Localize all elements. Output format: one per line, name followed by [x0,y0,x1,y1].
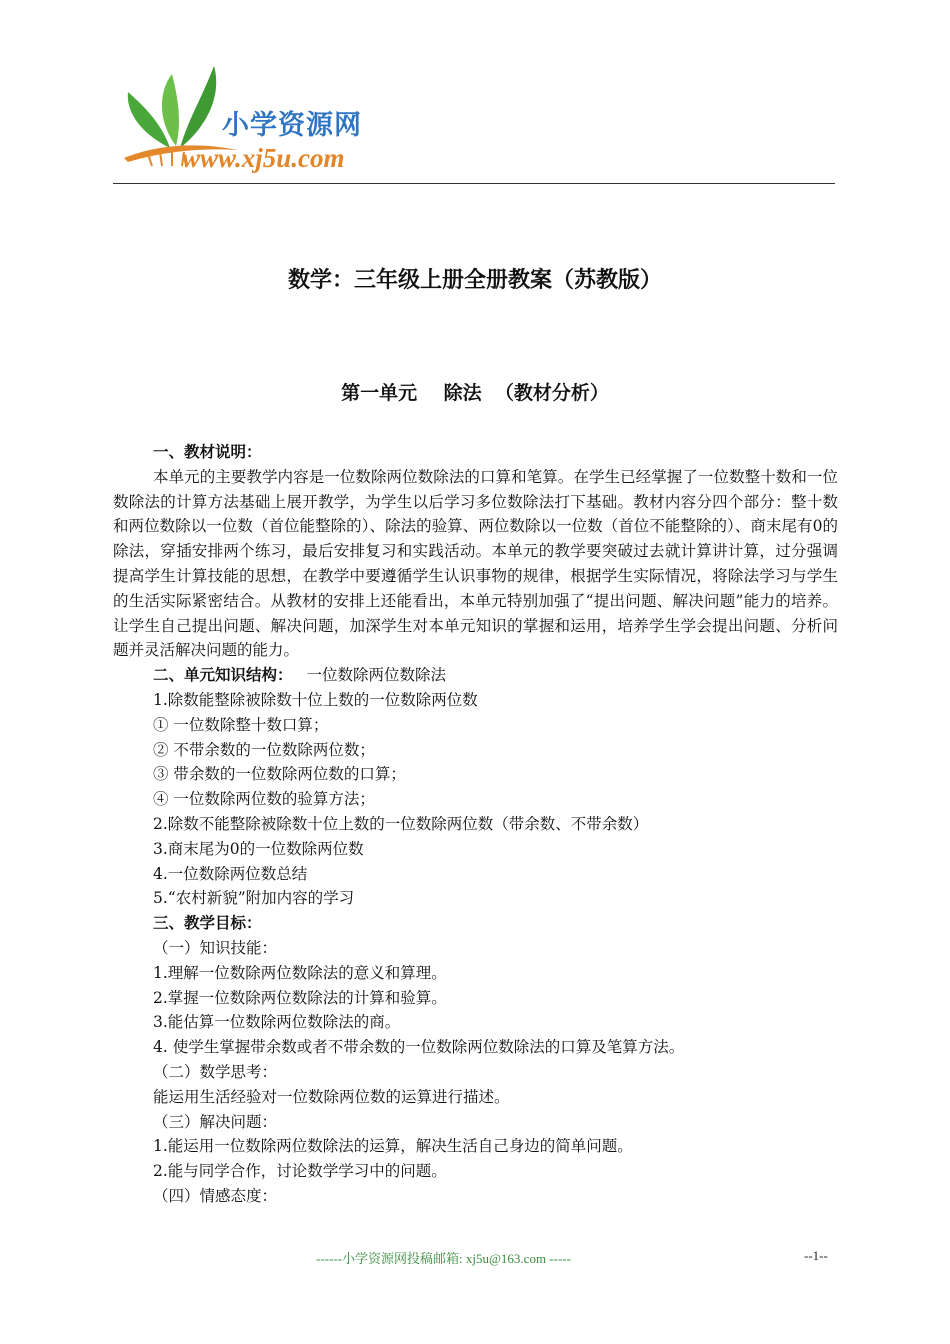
section-heading [113,663,838,688]
logo-url[interactable]: www.xj5u.com [182,143,345,173]
list-item: （一）知识技能： [153,938,278,957]
list-item: （三）解决问题： [153,1112,278,1131]
list-item: （二）数学思考： [153,1062,278,1081]
logo-text-cn: 小学资源网 [222,110,362,141]
list-item: 4. 使学生掌握带余数或者不带余数的一位数除两位数除法的口算及笔算方法。 [153,1038,685,1057]
logo-leaf-right [180,66,216,148]
list-item: ① 一位数除整十数口算； [153,715,329,734]
list-item: ③ 带余数的一位数除两位数的口算； [153,765,406,784]
footer-contact: ------小学资源网投稿邮箱: xj5u@163.com ----- [316,1251,571,1266]
list-item: 1.理解一位数除两位数除法的意义和算理。 [153,963,447,982]
unit-title: 第一单元 除法 （教材分析） [341,382,609,404]
list-item: 1.能运用一位数除两位数除法的运算，解决生活自己身边的简单问题。 [153,1137,633,1156]
list-item: 3.商末尾为0的一位数除两位数 [153,839,364,858]
page-number: --1-- [804,1248,828,1263]
section-heading: 三、教学目标： [153,913,262,933]
list-item: 1.除数能整除被除数十位上数的一位数除两位数 [153,690,478,709]
list-item: 2.掌握一位数除两位数除法的计算和验算。 [153,988,447,1007]
list-item: 能运用生活经验对一位数除两位数的运算进行描述。 [153,1087,510,1106]
list-item: ② 不带余数的一位数除两位数； [153,740,375,759]
section-paragraph [113,465,838,663]
document-title: 数学：三年级上册全册教案（苏教版） [287,267,662,293]
section-heading-text: 二、单元知识结构： [153,665,293,685]
list-item: 5.“农村新貌”附加内容的学习 [153,889,355,908]
list-item: 3.能估算一位数除两位数除法的商。 [153,1013,401,1032]
document-body [113,440,838,1209]
list-item: （四）情感态度： [153,1186,278,1205]
list-item: 4.一位数除两位数总结 [153,864,308,883]
list-item: 2.除数不能整除被除数十位上数的一位数除两位数（带余数、不带余数） [153,814,649,833]
paragraph-text: 本单元的主要教学内容是一位数除两位数除法的口算和笔算。在学生已经掌握了一位数整十数和一位数除法的计算方法基础上展开教学，为学生以后学习多位数除法打下基础。教材内容分四个部分：整十数和两位数除以一位数（首位能整除的）、除法的验算、两位数除以一位数（首位不能整除的）、商末尾有0的除法，穿插安排两个练习，最后安排复习和实践活动。本单元的教学要突破过去就计算讲计算，过分强调提高学生计算技能的思想，在教学中要遵循学生认识事物的规律，根据学生实际情况，将除法学习与学生的生活实际紧密结合。从教材的安排上还能看出，本单元特别加强了“提出问题、解决问题”能力的培养。让学生自己提出问题、解决问题，加深学生对本单元知识的掌握和运用，培养学生学会提出问题、分析问题并灵活解决问题的能力。 [113,467,838,660]
section-heading: 一、教材说明： [153,442,262,461]
list-item: ④ 一位数除两位数的验算方法； [153,790,375,809]
header-divider [113,183,835,184]
list-item: 2.能与同学合作，讨论数学学习中的问题。 [153,1162,447,1181]
section-subtitle: 一位数除两位数除法 [306,666,447,685]
